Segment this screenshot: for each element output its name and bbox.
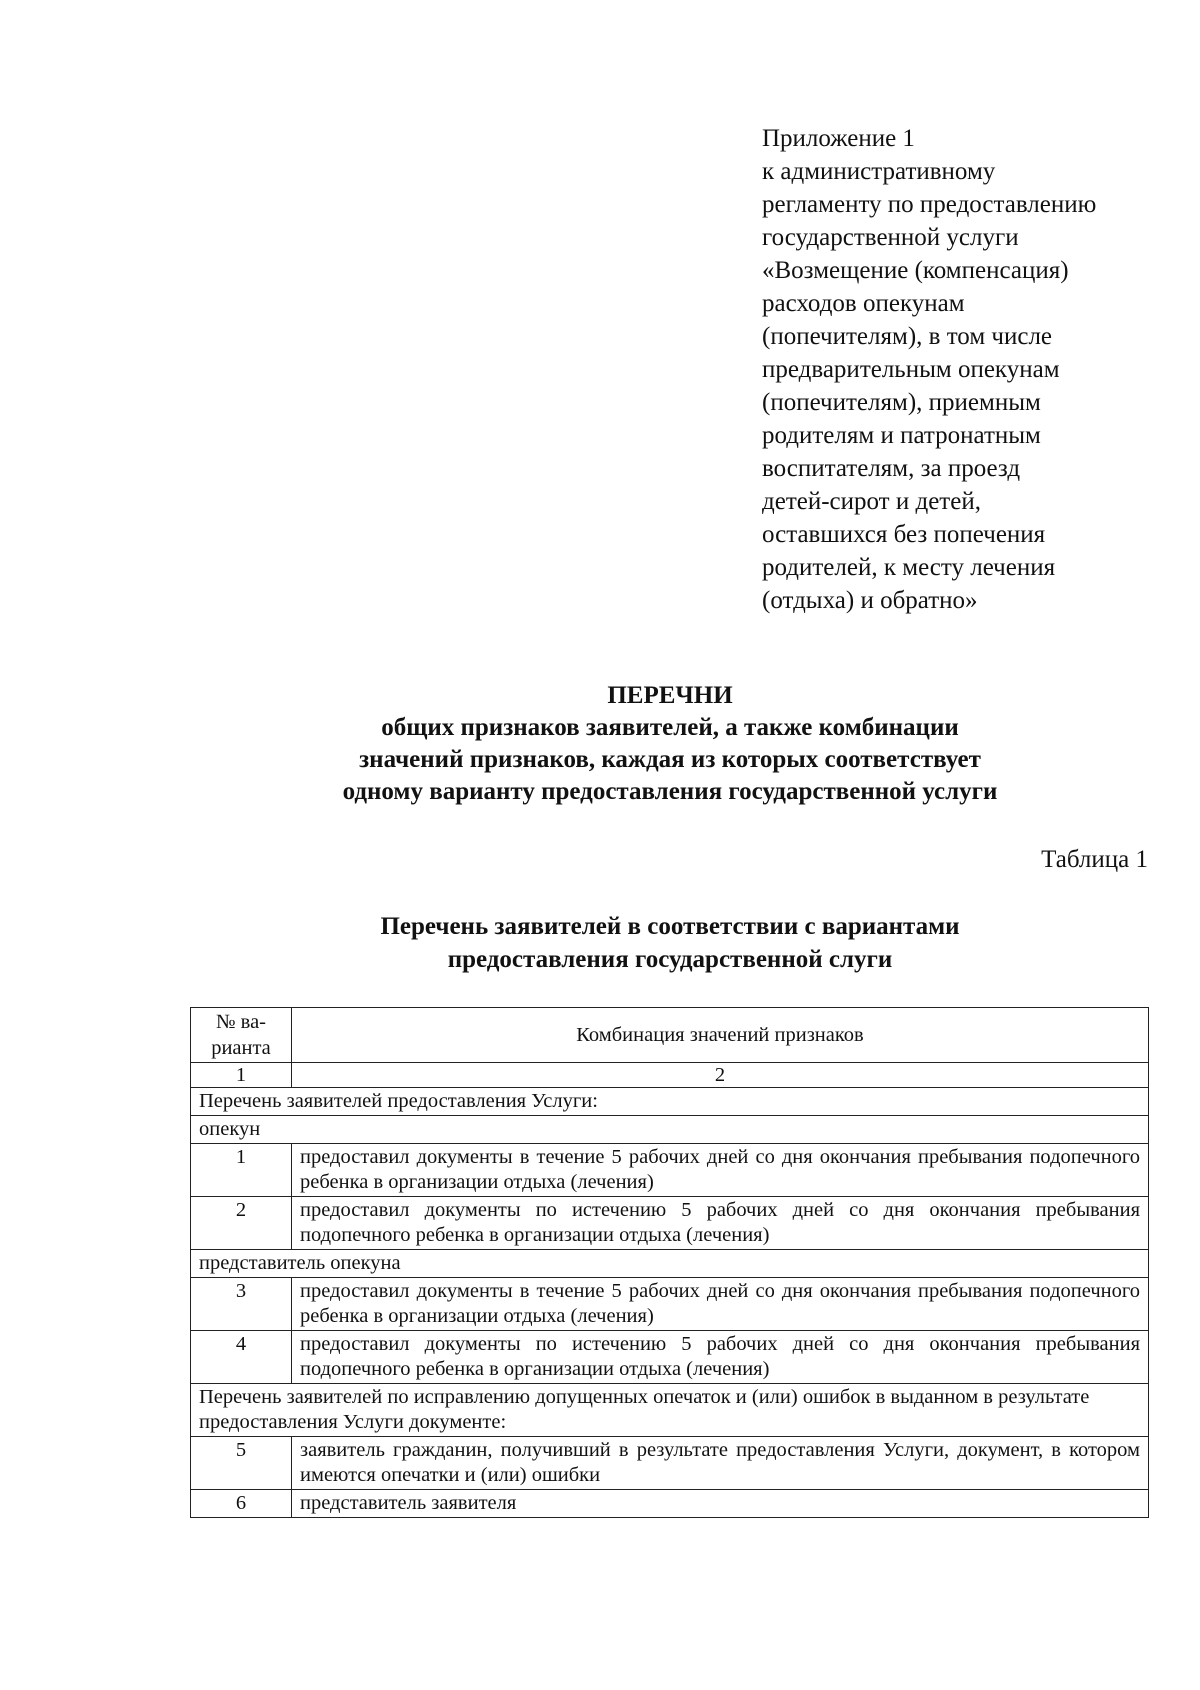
section-row — [191, 1116, 1149, 1144]
variant-description: предоставил документы по истечению 5 рабочих дней со дня окончания пребывания подопечного ребенка в организации отдыха (лечения) — [292, 1197, 1149, 1250]
variants-table — [190, 1007, 1149, 1518]
header-variant-line: № ва- — [215, 1011, 267, 1033]
variant-description: представитель заявителя — [292, 1490, 1149, 1518]
table-row — [191, 1331, 1149, 1384]
title-line: значений признаков, каждая из которых соответствует — [359, 746, 981, 773]
section-label: Перечень заявителей по исправлению допущенных опечаток и (или) ошибок в выданном в результате предоставления Услуги документе: — [191, 1384, 1149, 1437]
variant-number: 3 — [191, 1278, 292, 1331]
title-line: одному варианту предоставления государственной услуги — [342, 778, 998, 805]
table-title — [230, 910, 1110, 976]
section-row — [191, 1384, 1149, 1437]
column-number: 2 — [292, 1063, 1149, 1088]
table-header-row — [191, 1008, 1149, 1063]
table-row — [191, 1197, 1149, 1250]
appendix-line: оставшихся без попечения — [762, 521, 1046, 548]
appendix-line: (отдыха) и обратно» — [762, 587, 978, 614]
appendix-line: к административному — [762, 158, 996, 185]
section-label: Перечень заявителей предоставления Услуги: — [191, 1088, 1149, 1116]
variant-description: заявитель гражданин, получивший в результате предоставления Услуги, документ, в котором имеются опечатки и (или) ошибки — [292, 1437, 1149, 1490]
variant-number: 4 — [191, 1331, 292, 1384]
table-label: Таблица 1 — [1041, 846, 1148, 873]
appendix-line: родителей, к месту лечения — [762, 554, 1056, 581]
title-line: ПЕРЕЧНИ — [607, 682, 733, 709]
variant-description: предоставил документы в течение 5 рабочих дней со дня окончания пребывания подопечного ребенка в организации отдыха (лечения) — [292, 1278, 1149, 1331]
appendix-line: (попечителям), приемным — [762, 389, 1041, 416]
appendix-line: предварительным опекунам — [762, 356, 1060, 383]
appendix-line: родителям и патронатным — [762, 422, 1041, 449]
table-title-line: предоставления государственной слуги — [447, 946, 893, 973]
header-variant-number — [191, 1008, 292, 1063]
table-title-line: Перечень заявителей в соответствии с вариантами — [380, 913, 960, 940]
section-row — [191, 1088, 1149, 1116]
table-row — [191, 1278, 1149, 1331]
section-label: представитель опекуна — [191, 1250, 1149, 1278]
appendix-line: (попечителям), в том числе — [762, 323, 1053, 350]
appendix-line: Приложение 1 — [762, 125, 915, 152]
appendix-line: воспитателям, за проезд — [762, 455, 1021, 482]
appendix-line: детей-сирот и детей, — [762, 488, 981, 515]
title-line: общих признаков заявителей, а также комбинации — [381, 714, 959, 741]
appendix-line: государственной услуги — [762, 224, 1019, 251]
appendix-line: расходов опекунам — [762, 290, 965, 317]
variant-number: 2 — [191, 1197, 292, 1250]
document-title — [200, 680, 1140, 808]
appendix-line: регламенту по предоставлению — [762, 191, 1097, 218]
table-row — [191, 1437, 1149, 1490]
variant-description: предоставил документы в течение 5 рабочих дней со дня окончания пребывания подопечного ребенка в организации отдыха (лечения) — [292, 1144, 1149, 1197]
table-row — [191, 1144, 1149, 1197]
appendix-line: «Возмещение (компенсация) — [762, 257, 1069, 284]
section-label: опекун — [191, 1116, 1149, 1144]
table-row — [191, 1490, 1149, 1518]
variant-number: 5 — [191, 1437, 292, 1490]
header-variant-line: рианта — [211, 1037, 271, 1059]
variant-number: 6 — [191, 1490, 292, 1518]
column-number: 1 — [191, 1063, 292, 1088]
section-row — [191, 1250, 1149, 1278]
variant-number: 1 — [191, 1144, 292, 1197]
variant-description: предоставил документы по истечению 5 рабочих дней со дня окончания пребывания подопечного ребенка в организации отдыха (лечения) — [292, 1331, 1149, 1384]
column-number-row — [191, 1063, 1149, 1088]
header-combination: Комбинация значений признаков — [292, 1008, 1149, 1063]
appendix-block — [762, 122, 1182, 617]
